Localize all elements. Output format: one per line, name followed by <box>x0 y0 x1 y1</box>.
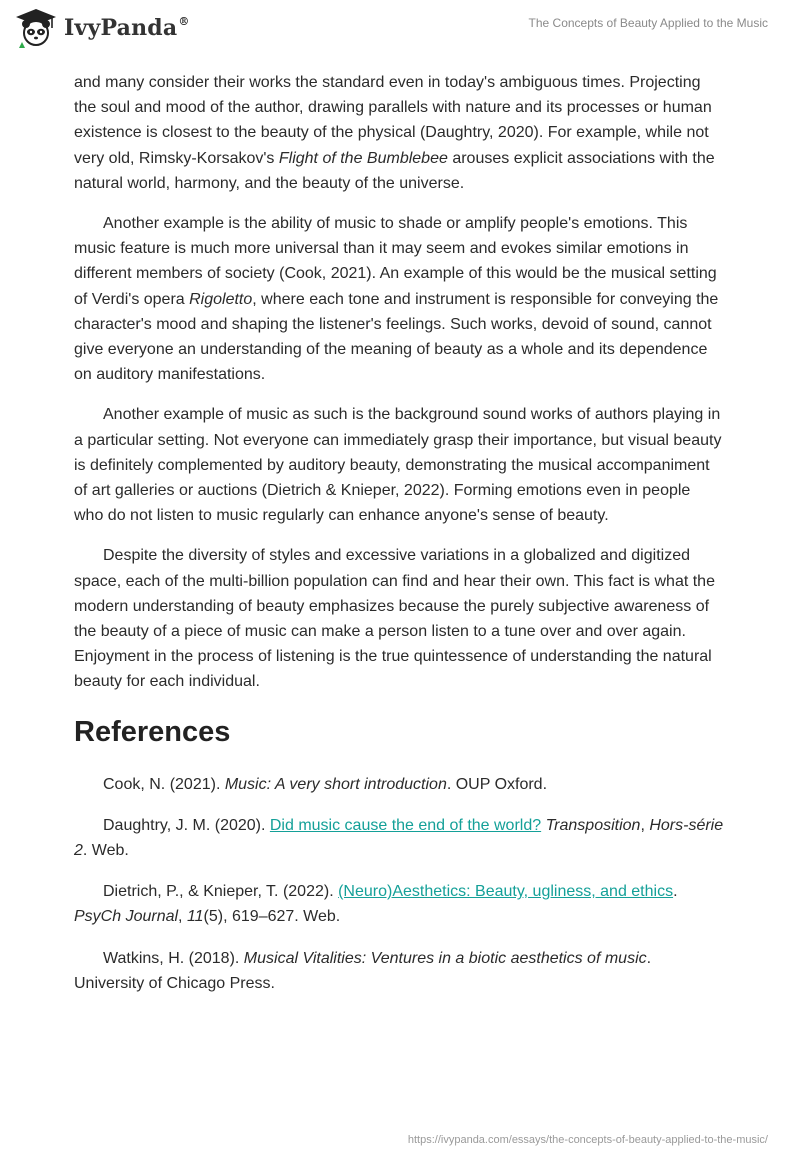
reference-item <box>74 879 724 929</box>
page-header <box>0 0 800 62</box>
panda-graduate-icon <box>14 8 58 48</box>
ref-author: Cook, N. (2021). <box>103 775 225 793</box>
ref-text: . <box>673 883 678 901</box>
paragraph-text: Another example is the ability of music to shade or amplify people's emotions. This music feature is much more universal than it may seem and evokes similar emotions in different members of society (Cook, 2021). An example of this would be the musical setting of Verdi's opera <box>74 215 717 308</box>
registered-mark: ® <box>178 15 190 28</box>
ref-publisher: . OUP Oxford. <box>446 775 548 793</box>
paragraph-text: arouses explicit associations with the natural world, harmony, and the beauty of the universe. <box>74 149 715 192</box>
ref-author: Watkins, H. (2018). <box>103 949 244 967</box>
ref-author: Daughtry, J. M. (2020). <box>103 816 270 834</box>
paragraph <box>74 211 724 387</box>
ref-title: Music: A very short introduction <box>224 775 447 793</box>
ref-author: Dietrich, P., & Knieper, T. (2022). <box>103 883 339 901</box>
work-title: Flight of the Bumblebee <box>278 149 448 167</box>
document-title: The Concepts of Beauty Applied to the Music <box>528 16 768 30</box>
ref-text: (5), 619–627. Web. <box>203 908 341 926</box>
logo-wordmark: IvyPanda <box>64 15 178 41</box>
ref-title: Musical Vitalities: Ventures in a biotic aesthetics of music <box>243 949 647 967</box>
ref-text: , <box>178 908 187 926</box>
ref-text: . Web. <box>82 842 129 860</box>
references-list <box>74 772 724 996</box>
reference-item <box>74 946 724 996</box>
paragraph: Another example of music as such is the background sound works of authors playing in a particular setting. Not everyone can immediately grasp their importance, but visual beauty is definitely complemented by auditory beauty, demonstrating the musical accompaniment of art galleries or auctions (Dietrich & Knieper, 2022). Forming emotions even in people who do not listen to music regularly can enhance anyone's sense of beauty. <box>74 406 722 525</box>
ivypanda-logo[interactable] <box>14 8 190 48</box>
references-heading: References <box>74 715 231 748</box>
ref-volume: 11 <box>186 908 204 926</box>
essay-content <box>74 70 724 1012</box>
paragraph <box>74 70 724 196</box>
ref-journal: PsyCh Journal <box>74 908 179 926</box>
reference-item <box>74 772 724 797</box>
ref-text: , <box>640 816 650 834</box>
reference-item <box>74 813 724 863</box>
paragraph-text: and many consider their works the standard even in today's ambiguous times. Projecting the soul and mood of the author, drawing parallels with nature and its processes or human existence is closest to the beauty of the physical (Daughtry, 2020). For example, while not very old, Rimsky-Korsakov's <box>74 74 712 167</box>
reference-link[interactable]: Did music cause the end of the world? <box>269 816 542 834</box>
ref-publisher: . University of Chicago Press. <box>74 949 652 992</box>
paragraph: Despite the diversity of styles and excessive variations in a globalized and digitized space, each of the multi-billion population can find and hear their own. This fact is what the modern understanding of beauty emphasizes because the purely subjective awareness of the beauty of a piece of music can make a person listen to a tune over and over again. Enjoyment in the process of listening is the true quintessence of understanding the natural beauty for each individual. <box>74 547 715 691</box>
ref-journal: Transposition <box>545 816 641 834</box>
ref-issue: Hors-série 2 <box>74 816 724 860</box>
paragraph-text: , where each tone and instrument is responsible for conveying the character's mood and shaping the listener's feelings. Such works, devoid of sound, cannot give everyone an understanding of the meaning of beauty as a whole and its dependence on auditory manifestations. <box>74 290 719 384</box>
logo-text <box>64 15 190 41</box>
footer-url[interactable]: https://ivypanda.com/essays/the-concepts-of-beauty-applied-to-the-music/ <box>407 1134 768 1146</box>
work-title: Rigoletto <box>189 290 253 308</box>
reference-link[interactable]: (Neuro)Aesthetics: Beauty, ugliness, and ethics <box>338 883 674 901</box>
